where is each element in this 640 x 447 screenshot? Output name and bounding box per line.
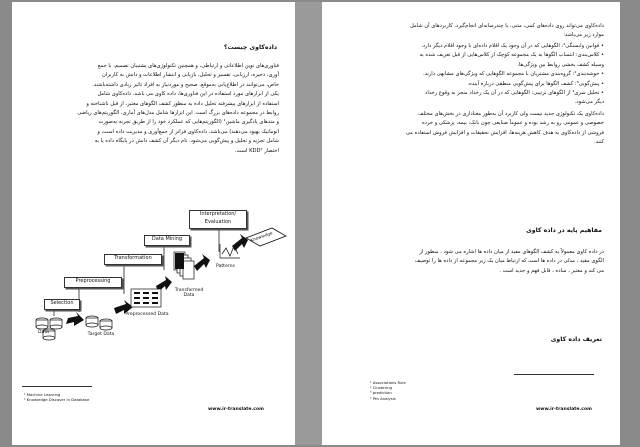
basic-concepts-paragraph <box>340 248 604 276</box>
stage-data-mining: Data Mining <box>144 235 190 246</box>
footnote: ⁴ Pth Analysis <box>370 395 396 401</box>
right-intro-paragraph <box>340 22 604 41</box>
bullet-item: • کلاس‌بندی: انتساب الگوها به یک مجموعه کوچک از کلاس‌هایی از قبل تعریف شده به <box>419 52 604 59</box>
preprocessed-data-table <box>130 288 164 310</box>
right-footnotes <box>370 380 406 401</box>
text-line: در داده کاوی معمولاً به کشف الگوهای مفید از میان داده ها اشاره می شود . منظور از <box>419 249 604 255</box>
text-line: آوری، ذخیره، ارزیابی، تفسیر و تحلیل، بازیابی و انتشار اطلاعات و دانش به کاربران <box>101 72 279 79</box>
text-line: استفاده از ابزارهای پیشرفته تحلیل داده به منظور کشف الگوهای معتبر، از قبل ناشناخته و <box>86 100 279 107</box>
text-line: خصوصی و عمومی رو به رشد بوده و عموماً صنایعی چون بانک، بیمه، پزشکی و خرده <box>421 120 604 127</box>
section-heading-definition: تعریف داده کاوی <box>550 336 602 343</box>
bullet-item: • خوشه‌بندی²: گروه‌بندی مشتریان با مجموعه الگوهایی که ویژگی‌های مشابهی دارند. <box>422 71 604 78</box>
bullet-item: • تحلیل سری⁴ از الگوهای ترتیبی: الگوهایی که در آن یک رخداد منجر به وقوع رخداد <box>425 90 604 97</box>
footnote: ³ prediction <box>370 390 392 396</box>
text-line: و متدهای یادگیری ماشین¹ (الگوریتم‌هایی که عملکرد خود را از طریق تجربه به‌صورت <box>98 119 279 126</box>
label-transformed-data: Transformed Data <box>174 288 204 299</box>
footnote: ¹ Associations Rule <box>370 380 406 385</box>
bullet-list <box>340 42 604 108</box>
page-gutter <box>295 2 322 445</box>
footnote: ¹ Machine Learning <box>24 392 61 397</box>
stage-interpretation-evaluation: Interpretation/ Evaluation <box>189 210 247 229</box>
text-line: داده‌کاوی می‌تواند روی داده‌های کمی، متنی، یا چندرسانه‌ای انجام‌گیرد. کاربردهای آن شامل <box>410 23 604 29</box>
text-line: اختصار KDD² است. <box>234 147 279 154</box>
right-closing-paragraph <box>340 110 604 148</box>
left-page-url: www.ir-translate.com <box>208 407 264 412</box>
text-line: خاص، می‌توانند در اطلاع‌یابی به‌موقع، صحیح و موردنیاز به افراد تاثیر زیادی داشته‌باشند. <box>92 81 279 88</box>
text-line: فناوری‌های نوین اطلاعاتی و ارتباطی، و همچنین تکنولوژی‌های پشتیبان تصمیم، با جمع‌ <box>97 63 279 69</box>
text-line: فروشی از داده‌کاوی به هدف کاهش هزینه‌ها، افزایش تحقیقات و افزایش فروش استفاده می‌ <box>405 129 604 136</box>
right-page-url: www.ir-translate.com <box>536 407 592 412</box>
stage-selection: Selection <box>44 299 80 310</box>
stage-preprocessing: Preprocessing <box>64 277 122 288</box>
section-heading-basic-concepts: مفاهیم پایه در داده کاوی <box>526 227 602 234</box>
left-footnotes <box>24 392 89 402</box>
target-data-cylinders <box>84 312 120 334</box>
text-line: شامل تجزیه و تحلیل و پیش‌گویی می‌شود. نام دیگر آن کشف دانش در پایگاه داده یا به <box>94 138 279 145</box>
left-page-heading: داده‌کاوی چیست؟ <box>223 44 277 51</box>
text-line: الگوی مفید ، مدلی در داده ها است که ارتباط میان یک زیر مجموعه از داده ها را توصیف <box>414 258 604 265</box>
label-data: Data <box>38 330 49 335</box>
footnote-divider <box>22 386 92 387</box>
text-line: اتوماتیک بهبود می‌دهند) می‌باشد. داده‌کاوی فراتر از جمع‌آوری و مدیریت داده است، و <box>97 128 279 135</box>
left-page <box>12 2 295 445</box>
bullet-item-cont: دیگر می‌شود. <box>574 99 604 106</box>
stage-transformation: Transformation <box>104 254 162 265</box>
footnote-divider <box>514 374 594 375</box>
bullet-item: • پیش‌گویی³: کشف الگوها برای پیش‌گویی منطقی درباره آینده. <box>467 80 604 87</box>
label-knowledge: Knowledge <box>249 230 274 243</box>
label-target-data: Target Data <box>87 332 115 337</box>
text-line: می کند و معتبر ، ساده ، قابل فهم و جدید است . <box>499 267 604 274</box>
text-line: موارد زیر می‌باشد: <box>563 32 604 39</box>
data-cylinders <box>34 314 74 342</box>
label-patterns: Patterns <box>216 264 235 269</box>
text-line: روابط در مجموعه داده‌های بزرگ است. این ابزارها شامل مدل‌های آماری، الگوریتم‌های ریاضی <box>77 110 279 117</box>
bullet-item: • قوانین وابستگی¹: الگوهایی که در آن وجود یک اقلام داده‌ای با وجود اقلام دیگر دارد. <box>421 43 604 49</box>
label-preprocessed-data: Preprocessed Data <box>125 312 169 317</box>
text-line: کنند. <box>594 139 604 146</box>
text-line: داده‌کاوی یک تکنولوژی جدید نیست ولی کاربرد آن به‌طور معناداری در بخش‌های مختلف <box>418 111 604 117</box>
footnote: ² Knowledge Discover in Database <box>24 397 90 403</box>
footnote: ² Clustering <box>370 385 393 391</box>
right-page <box>322 2 620 445</box>
kdd-process-diagram <box>34 208 295 348</box>
bullet-item-cont: وسیله کشف بخشی روابط بین ویژگی‌ها. <box>517 61 604 68</box>
text-line: یکی از ابزارهای مورد استفاده در این فناوری‌ها، داده کاوی می باشد. داده‌کاوی شامل <box>97 91 279 98</box>
left-page-paragraph <box>29 62 279 156</box>
